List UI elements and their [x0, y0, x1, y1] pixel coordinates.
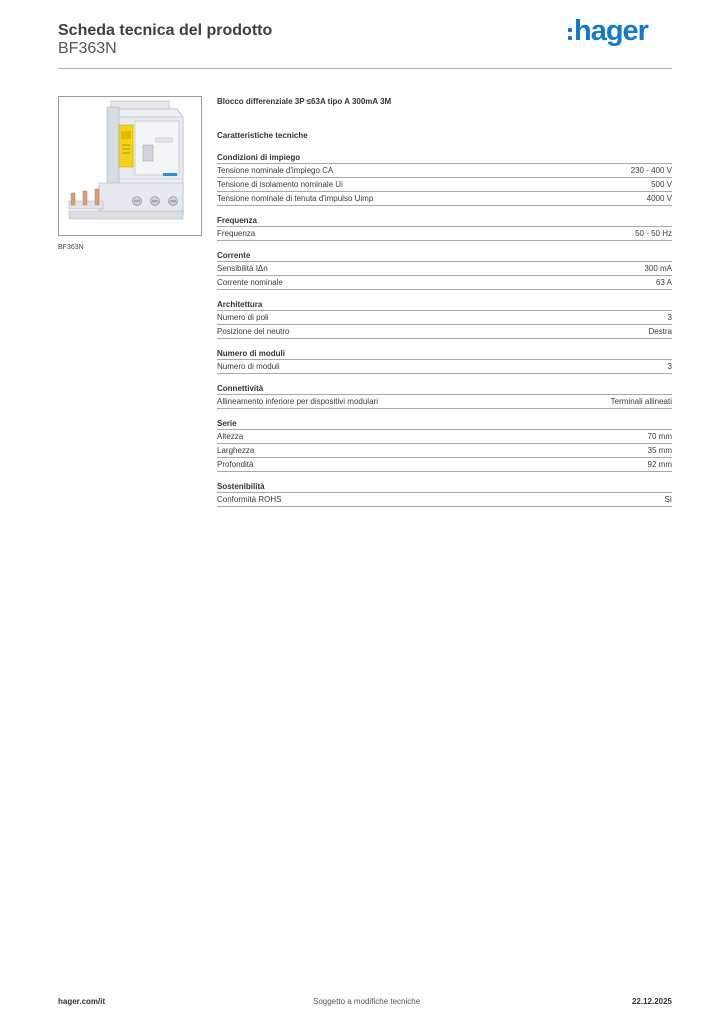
product-description: Blocco differenziale 3P ≤63A tipo A 300mA 3M: [217, 97, 392, 106]
spec-content: [217, 96, 672, 507]
section-title: Corrente: [217, 250, 672, 262]
spec-section: [217, 250, 672, 290]
spec-value: 92 mm: [647, 460, 672, 469]
spec-section: [217, 481, 672, 507]
section-title: Frequenza: [217, 215, 672, 227]
spec-row: [217, 227, 672, 241]
spec-row: [217, 395, 672, 409]
spec-value: Terminali allineati: [610, 397, 672, 406]
product-code: BF363N: [58, 40, 117, 57]
spec-label: Tensione nominale di tenuta d'impulso Uimp: [217, 194, 374, 203]
section-title: Connettività: [217, 383, 672, 395]
rcd-block-illustration: [59, 97, 201, 235]
spec-section: [217, 152, 672, 206]
footer-note: Soggetto a modifiche tecniche: [313, 997, 421, 1006]
spec-row: [217, 178, 672, 192]
footer-website-link[interactable]: hager.com/it: [58, 997, 106, 1006]
spec-row: [217, 192, 672, 206]
spec-section: [217, 348, 672, 374]
page-title: Scheda tecnica del prodotto: [58, 22, 273, 39]
image-caption: BF363N: [58, 244, 84, 251]
spec-label: Larghezza: [217, 446, 255, 455]
spec-label: Corrente nominale: [217, 278, 283, 287]
spec-value: 4000 V: [646, 194, 672, 203]
spec-row: [217, 311, 672, 325]
spec-value: 3: [667, 313, 672, 322]
spec-value: 70 mm: [647, 432, 672, 441]
product-image: [58, 96, 202, 236]
spec-section: [217, 418, 672, 472]
spec-label: Allineamento inferiore per dispositivi modulari: [217, 397, 378, 406]
spec-value: 35 mm: [647, 446, 672, 455]
logo-dots-icon: [568, 28, 572, 40]
hager-logo: [568, 15, 648, 47]
spec-row: [217, 164, 672, 178]
spec-value: 63 A: [655, 278, 672, 287]
spec-section: [217, 383, 672, 409]
spec-label: Profondità: [217, 460, 254, 469]
section-title: Serie: [217, 418, 672, 430]
spec-label: Numero di poli: [217, 313, 269, 322]
spec-value: 500 V: [651, 180, 672, 189]
spec-row: [217, 276, 672, 290]
header-divider: [58, 68, 672, 69]
spec-row: [217, 360, 672, 374]
spec-value: 50 - 50 Hz: [635, 229, 672, 238]
section-title: Architettura: [217, 299, 672, 311]
spec-row: [217, 262, 672, 276]
spec-label: Conformità ROHS: [217, 495, 282, 504]
spec-section: [217, 299, 672, 339]
spec-row: [217, 458, 672, 472]
technical-heading: Caratteristiche tecniche: [217, 131, 308, 140]
spec-label: Frequenza: [217, 229, 256, 238]
section-title: Condizioni di impiego: [217, 152, 672, 164]
spec-value: 3: [667, 362, 672, 371]
spec-section: [217, 215, 672, 241]
spec-row: [217, 444, 672, 458]
spec-label: Posizione del neutro: [217, 327, 290, 336]
footer-date: 22.12.2025: [631, 997, 672, 1006]
spec-row: [217, 493, 672, 507]
spec-value: Sì: [664, 495, 672, 504]
spec-label: Numero di moduli: [217, 362, 280, 371]
spec-label: Altezza: [217, 432, 244, 441]
spec-value: 230 - 400 V: [630, 166, 672, 175]
spec-row: [217, 430, 672, 444]
section-title: Sostenibilità: [217, 481, 672, 493]
logo-text: hager: [574, 15, 648, 47]
section-title: Numero di moduli: [217, 348, 672, 360]
spec-label: Sensibilità IΔn: [217, 264, 268, 273]
spec-row: [217, 325, 672, 339]
spec-value: Destra: [648, 327, 672, 336]
spec-label: Tensione nominale d'impiego CA: [217, 166, 334, 175]
spec-label: Tensione di isolamento nominale Ui: [217, 180, 343, 189]
spec-value: 300 mA: [644, 264, 672, 273]
